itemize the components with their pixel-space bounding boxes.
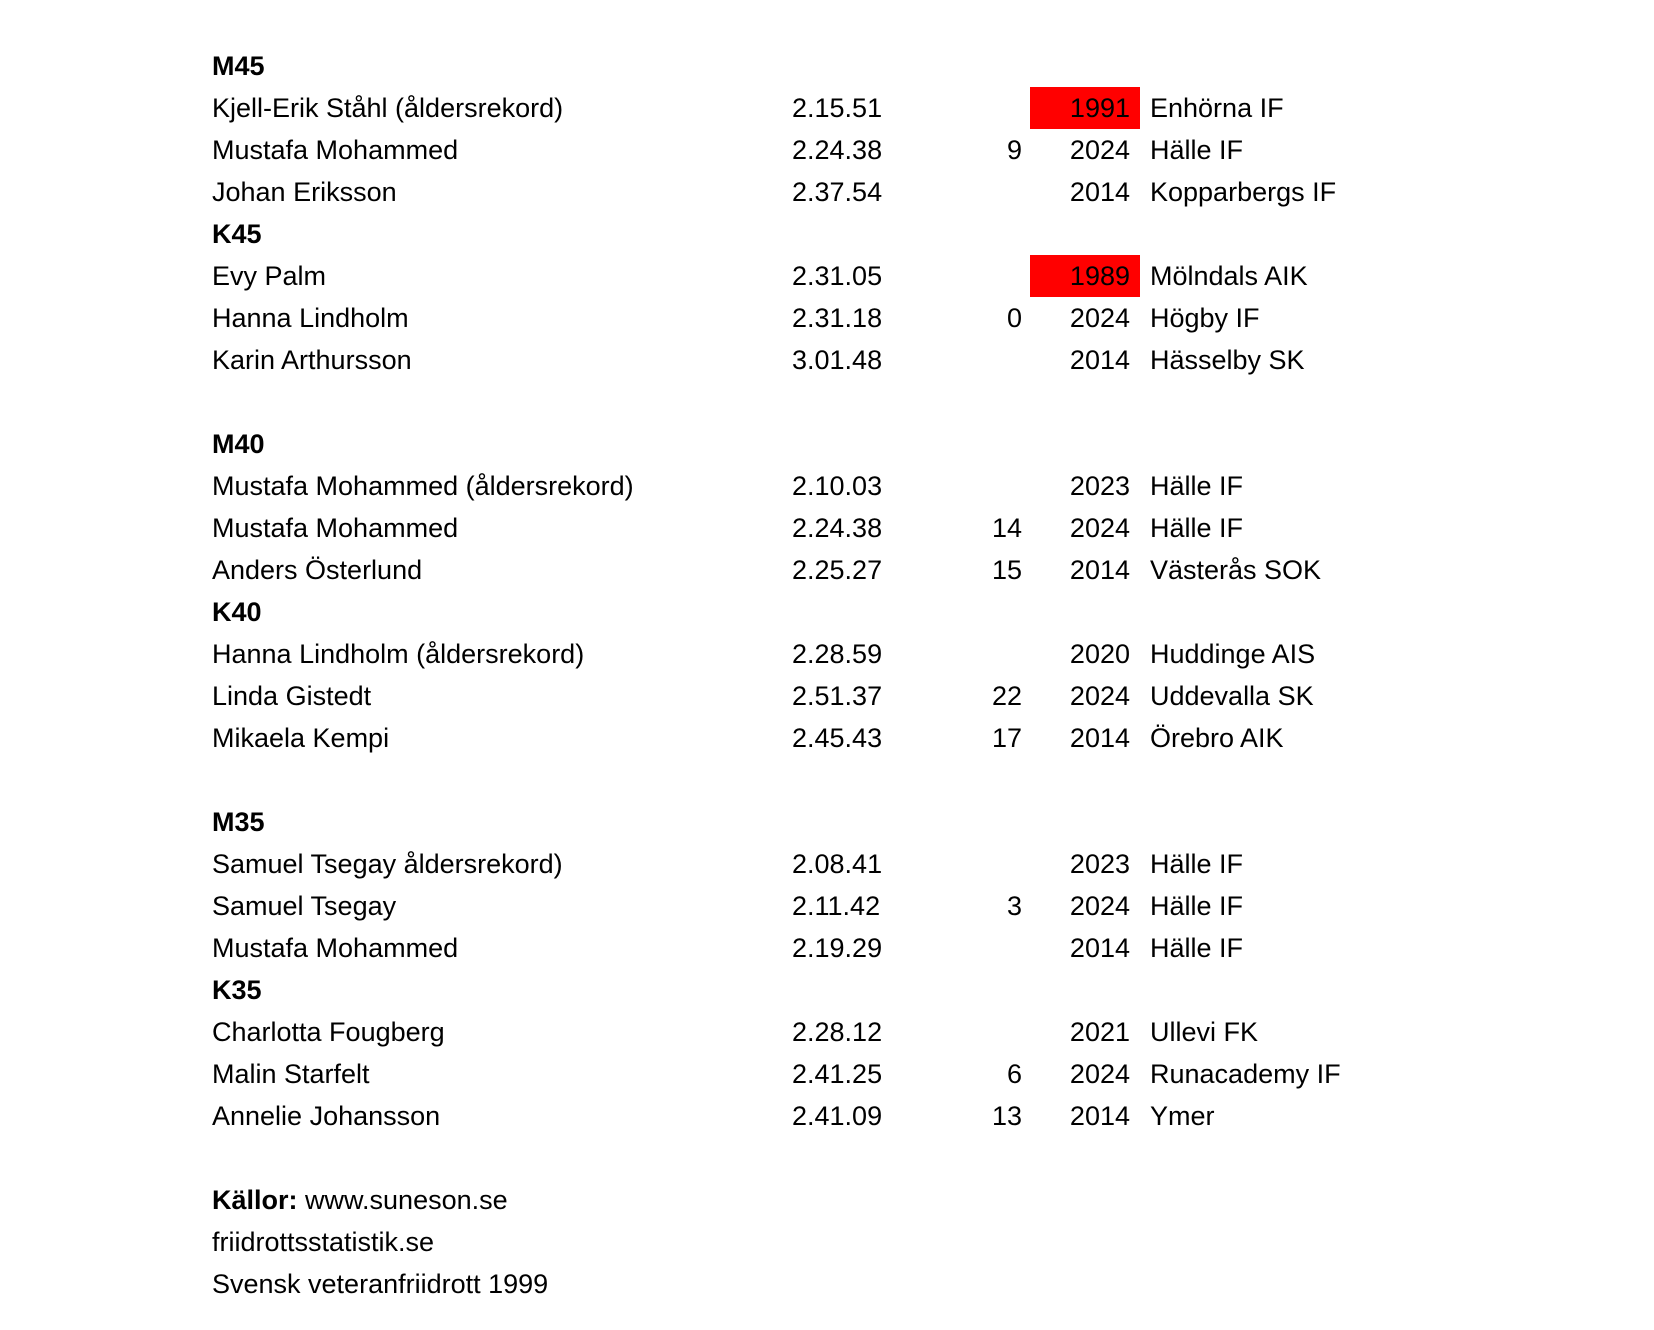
result-year: 2014 — [1069, 933, 1130, 963]
club-name: Hälle IF — [1150, 135, 1244, 165]
result-year: 2024 — [1069, 513, 1130, 543]
athlete-name: Karin Arthursson — [212, 345, 412, 375]
club-name: Hälle IF — [1150, 849, 1244, 879]
club-name: Hälle IF — [1150, 513, 1244, 543]
club-name: Hälle IF — [1150, 891, 1244, 921]
spacer-row — [0, 759, 1654, 801]
result-time: 2.41.25 — [792, 1059, 883, 1089]
athlete-name: Mikaela Kempi — [212, 723, 390, 753]
result-row — [0, 549, 1654, 591]
result-time: 2.25.27 — [792, 555, 883, 585]
placing: 13 — [991, 1101, 1022, 1131]
result-year: 2020 — [1069, 639, 1130, 669]
result-time: 2.24.38 — [792, 513, 883, 543]
section-title: K45 — [212, 219, 262, 249]
section-title: K40 — [212, 597, 262, 627]
result-time: 2.31.05 — [792, 261, 883, 291]
athlete-name: Hanna Lindholm (åldersrekord) — [212, 639, 585, 669]
athlete-name: Samuel Tsegay — [212, 891, 397, 921]
placing: 3 — [1006, 891, 1022, 921]
result-time: 2.10.03 — [792, 471, 883, 501]
section-rows — [0, 843, 1654, 969]
club-name: Högby IF — [1150, 303, 1260, 333]
result-year: 1989 — [1030, 255, 1140, 297]
result-time: 2.45.43 — [792, 723, 883, 753]
result-year: 1991 — [1030, 87, 1140, 129]
result-year: 2023 — [1069, 471, 1130, 501]
club-name: Uddevalla SK — [1150, 681, 1314, 711]
result-time: 2.28.59 — [792, 639, 883, 669]
result-row — [0, 339, 1654, 381]
result-time: 2.31.18 — [792, 303, 883, 333]
club-name: Ymer — [1150, 1101, 1215, 1131]
section-rows — [0, 87, 1654, 213]
club-name: Ullevi FK — [1150, 1017, 1259, 1047]
result-time: 2.37.54 — [792, 177, 883, 207]
section-title: M45 — [212, 51, 265, 81]
athlete-name: Linda Gistedt — [212, 681, 372, 711]
results-sheet — [0, 45, 1654, 1305]
athlete-name: Malin Starfelt — [212, 1059, 370, 1089]
result-row — [0, 843, 1654, 885]
section-rows — [0, 633, 1654, 759]
result-year: 2014 — [1069, 177, 1130, 207]
result-year: 2014 — [1069, 723, 1130, 753]
spacer-row — [0, 1137, 1654, 1179]
placing: 17 — [991, 723, 1022, 753]
athlete-name: Hanna Lindholm — [212, 303, 409, 333]
sources-link[interactable]: www.suneson.se — [305, 1185, 508, 1215]
result-row — [0, 255, 1654, 297]
section-rows — [0, 465, 1654, 591]
result-year: 2024 — [1069, 681, 1130, 711]
club-name: Enhörna IF — [1150, 93, 1284, 123]
result-time: 3.01.48 — [792, 345, 883, 375]
club-name: Mölndals AIK — [1150, 261, 1308, 291]
result-year: 2024 — [1069, 1059, 1130, 1089]
placing: 6 — [1006, 1059, 1022, 1089]
result-time: 2.08.41 — [792, 849, 883, 879]
section-header — [0, 423, 1654, 465]
result-year: 2024 — [1069, 135, 1130, 165]
club-name: Runacademy IF — [1150, 1059, 1341, 1089]
section-header — [0, 591, 1654, 633]
athlete-name: Charlotta Fougberg — [212, 1017, 445, 1047]
result-year: 2023 — [1069, 849, 1130, 879]
club-name: Hässelby SK — [1150, 345, 1305, 375]
section-header — [0, 969, 1654, 1011]
athlete-name: Johan Eriksson — [212, 177, 397, 207]
spacer-row — [0, 381, 1654, 423]
result-time: 2.51.37 — [792, 681, 883, 711]
result-row — [0, 171, 1654, 213]
club-name: Huddinge AIS — [1150, 639, 1316, 669]
result-year: 2024 — [1069, 303, 1130, 333]
result-time: 2.11.42 — [792, 891, 881, 921]
club-name: Örebro AIK — [1150, 723, 1284, 753]
result-row — [0, 885, 1654, 927]
placing: 0 — [1006, 303, 1022, 333]
result-row — [0, 1053, 1654, 1095]
result-year: 2014 — [1069, 555, 1130, 585]
sources-row — [0, 1263, 1654, 1305]
result-row — [0, 633, 1654, 675]
result-row — [0, 465, 1654, 507]
result-row — [0, 675, 1654, 717]
result-row — [0, 717, 1654, 759]
result-row — [0, 87, 1654, 129]
placing: 22 — [991, 681, 1022, 711]
athlete-name: Kjell-Erik Ståhl (åldersrekord) — [212, 93, 564, 123]
section-header — [0, 801, 1654, 843]
club-name: Hälle IF — [1150, 933, 1244, 963]
result-time: 2.41.09 — [792, 1101, 883, 1131]
result-year: 2014 — [1069, 1101, 1130, 1131]
section-header — [0, 45, 1654, 87]
section-title: M40 — [212, 429, 265, 459]
result-row — [0, 507, 1654, 549]
athlete-name: Evy Palm — [212, 261, 327, 291]
club-name: Hälle IF — [1150, 471, 1244, 501]
sources-line: Svensk veteranfriidrott 1999 — [212, 1269, 549, 1299]
result-row — [0, 927, 1654, 969]
result-row — [0, 1011, 1654, 1053]
sources-row — [0, 1179, 1654, 1221]
placing: 9 — [1006, 135, 1022, 165]
athlete-name: Mustafa Mohammed — [212, 135, 459, 165]
athlete-name: Anders Österlund — [212, 555, 423, 585]
athlete-name: Annelie Johansson — [212, 1101, 441, 1131]
result-time: 2.24.38 — [792, 135, 883, 165]
result-year: 2024 — [1069, 891, 1130, 921]
athlete-name: Mustafa Mohammed — [212, 513, 459, 543]
result-row — [0, 297, 1654, 339]
athlete-name: Samuel Tsegay åldersrekord) — [212, 849, 563, 879]
section-rows — [0, 255, 1654, 381]
section-title: M35 — [212, 807, 265, 837]
placing: 15 — [991, 555, 1022, 585]
club-name: Västerås SOK — [1150, 555, 1322, 585]
result-year: 2014 — [1069, 345, 1130, 375]
athlete-name: Mustafa Mohammed (åldersrekord) — [212, 471, 634, 501]
sources-row — [0, 1221, 1654, 1263]
section-title: K35 — [212, 975, 262, 1005]
result-year: 2021 — [1069, 1017, 1130, 1047]
sources-first-line — [212, 1179, 508, 1221]
section-rows — [0, 1011, 1654, 1137]
result-time: 2.19.29 — [792, 933, 883, 963]
sources-label: Källor: — [212, 1185, 298, 1215]
result-time: 2.28.12 — [792, 1017, 883, 1047]
athlete-name: Mustafa Mohammed — [212, 933, 459, 963]
result-row — [0, 1095, 1654, 1137]
result-time: 2.15.51 — [792, 93, 883, 123]
sources-line: friidrottsstatistik.se — [212, 1227, 435, 1257]
placing: 14 — [991, 513, 1022, 543]
club-name: Kopparbergs IF — [1150, 177, 1337, 207]
result-row — [0, 129, 1654, 171]
section-header — [0, 213, 1654, 255]
